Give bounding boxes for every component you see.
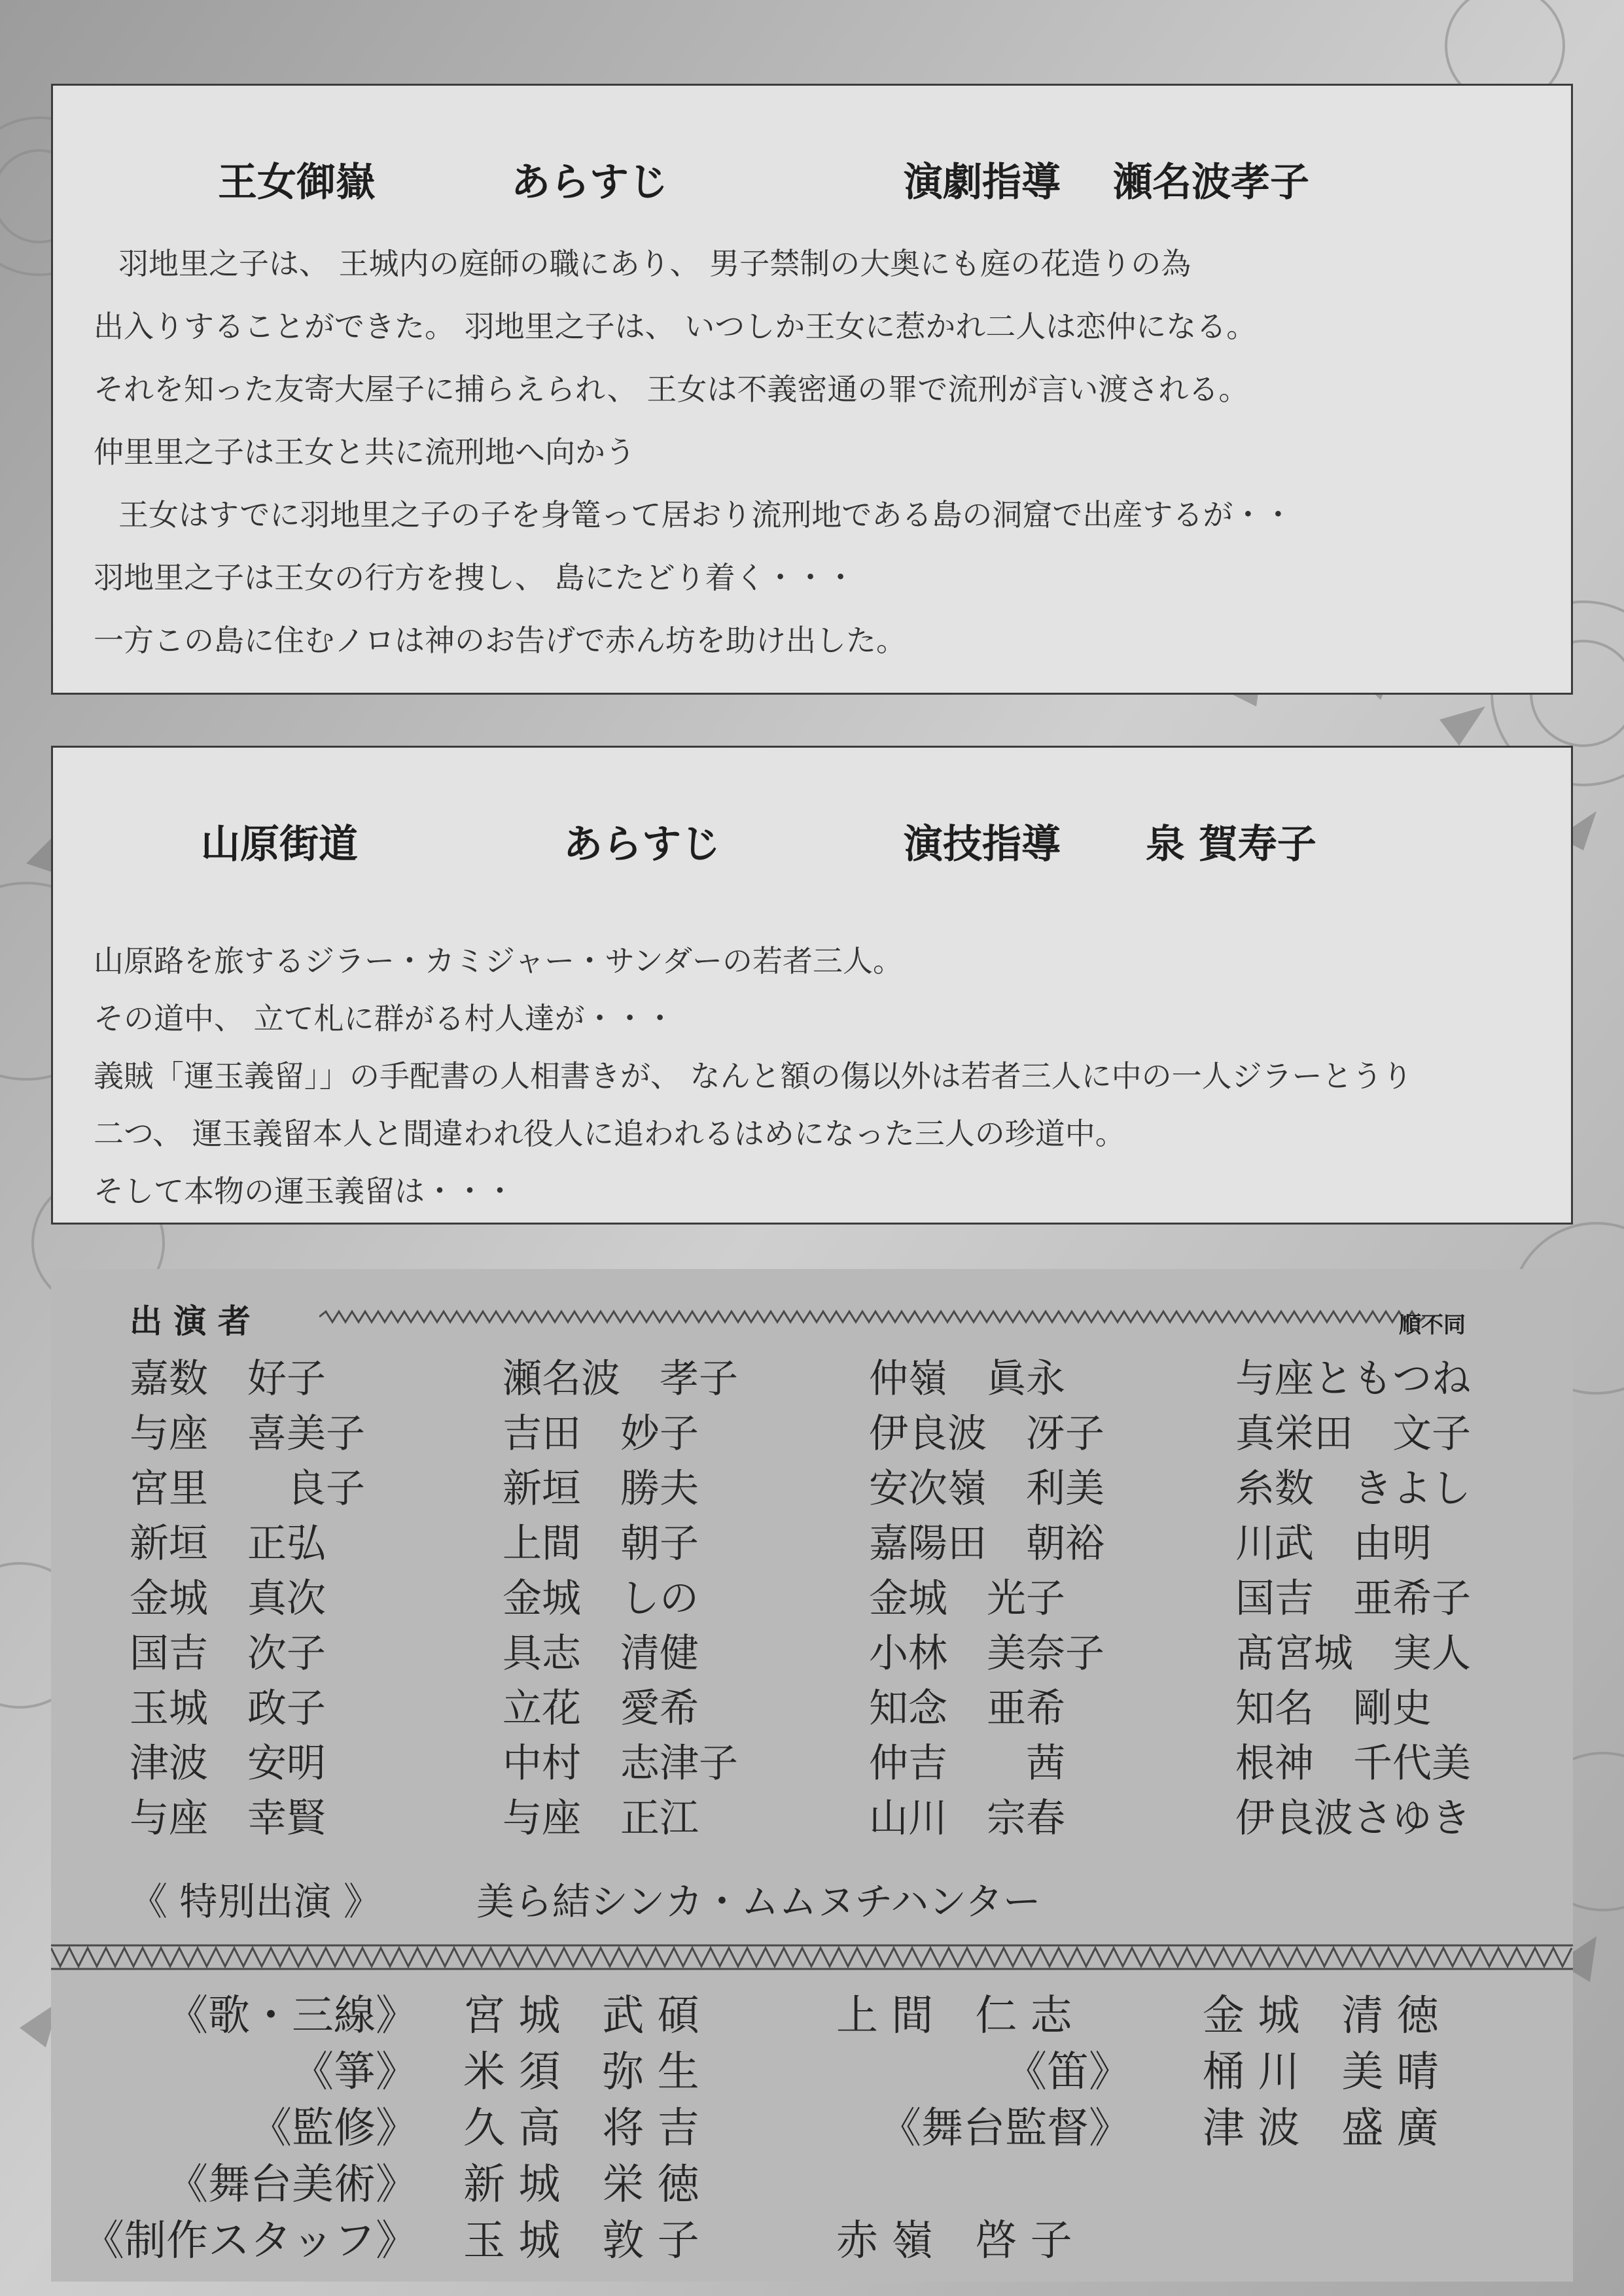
cast-member-name: 嘉陽田 朝裕 — [869, 1521, 1104, 1567]
cast-member-name: 国吉 次子 — [130, 1631, 326, 1677]
cast-member-name: 知念 亜希 — [869, 1686, 1065, 1731]
cast-member-name: 瀬名波 孝子 — [503, 1356, 738, 1402]
staff-role-label: 《舞台美術》 — [166, 2161, 417, 2209]
cast-member-name: 知名 剛史 — [1235, 1686, 1432, 1731]
staff-name: 宮 城 武 碩 — [463, 1992, 699, 2040]
synopsis-line: 二つ、 運玉義留本人と間違われ役人に追われるはめになった三人の珍道中。 — [94, 1116, 1125, 1151]
staff-name: 久 高 将 吉 — [463, 2104, 699, 2153]
cast-member-name: 伊良波 冴子 — [869, 1411, 1104, 1457]
synopsis-line: 一方この島に住むノロは神のお告げで赤ん坊を助け出した。 — [94, 623, 906, 658]
staff-role-label: 《箏》 — [292, 2048, 417, 2096]
cast-member-name: 仲吉 茜 — [869, 1741, 1065, 1786]
cast-member-name: 中村 志津子 — [503, 1741, 738, 1786]
synopsis-box-ojo-utaki — [51, 84, 1573, 695]
cast-member-name: 与座 喜美子 — [130, 1411, 365, 1457]
cast-member-name: 立花 愛希 — [503, 1686, 699, 1731]
staff-name: 赤 嶺 啓 子 — [836, 2217, 1072, 2265]
synopsis-line: 仲里里之子は王女と共に流刑地へ向かう — [94, 434, 635, 470]
cast-member-name: 上間 朝子 — [503, 1521, 699, 1567]
play-title: 山原街道 — [201, 822, 358, 867]
cast-member-name: 与座 正江 — [503, 1796, 699, 1841]
synopsis-line: それを知った友寄大屋子に捕らえられ、 王女は不義密通の罪で流刑が言い渡される。 — [94, 372, 1249, 407]
cast-heading: 出 演 者 — [130, 1302, 251, 1340]
order-note: 順不同 — [1399, 1312, 1466, 1338]
staff-name: 桶 川 美 晴 — [1203, 2048, 1439, 2096]
cast-member-name: 宮里 良子 — [130, 1466, 365, 1512]
synopsis-box-yanbaru-kaido — [51, 746, 1573, 1225]
cast-member-name: 金城 光子 — [869, 1576, 1065, 1622]
cast-member-name: 真栄田 文子 — [1235, 1411, 1471, 1457]
cast-member-name: 新垣 勝夫 — [503, 1466, 699, 1512]
cast-member-name: 津波 安明 — [130, 1741, 326, 1786]
staff-name: 上 間 仁 志 — [836, 1992, 1072, 2040]
cast-member-name: 金城 しの — [503, 1576, 699, 1622]
synopsis-line: その道中、 立て札に群がる村人達が・・・ — [94, 1001, 675, 1036]
special-appearance-label: 《 特別出演 》 — [130, 1879, 381, 1924]
staff-name: 津 波 盛 廣 — [1203, 2104, 1439, 2153]
staff-role-label: 《歌・三線》 — [166, 1992, 417, 2040]
cast-panel — [51, 1269, 1573, 2282]
cast-member-name: 国吉 亜希子 — [1235, 1576, 1471, 1622]
staff-role-label: 《舞台監督》 — [879, 2104, 1131, 2153]
cast-member-name: 金城 真次 — [130, 1576, 326, 1622]
synopsis-heading: あらすじ — [511, 160, 668, 205]
director-name: 泉 賀寿子 — [1146, 822, 1316, 867]
staff-role-label: 《制作スタッフ》 — [82, 2217, 417, 2265]
cast-member-name: 具志 清健 — [503, 1631, 699, 1677]
cast-member-name: 玉城 政子 — [130, 1686, 326, 1731]
cast-member-name: 川武 由明 — [1235, 1521, 1432, 1567]
staff-name: 新 城 栄 徳 — [463, 2161, 699, 2209]
cast-member-name: 仲嶺 眞永 — [869, 1356, 1065, 1402]
director-name: 瀬名波孝子 — [1113, 160, 1309, 205]
cast-member-name: 吉田 妙子 — [503, 1411, 699, 1457]
staff-name: 米 須 弥 生 — [463, 2048, 699, 2096]
synopsis-line: 出入りすることができた。 羽地里之子は、 いつしか王女に惹かれ二人は恋仲になる。 — [94, 309, 1257, 344]
play-title: 王女御嶽 — [218, 160, 375, 205]
special-appearance-value: 美ら結シンカ・ムムヌチハンター — [476, 1879, 1041, 1924]
cast-member-name: 小林 美奈子 — [869, 1631, 1104, 1677]
cast-member-name: 伊良波さゆき — [1235, 1796, 1471, 1841]
cast-member-name: 山川 宗春 — [869, 1796, 1065, 1841]
staff-name: 玉 城 敦 子 — [463, 2217, 699, 2265]
synopsis-line: そして本物の運玉義留は・・・ — [94, 1174, 515, 1209]
synopsis-line: 山原路を旅するジラー・カミジャー・サンダーの若者三人。 — [94, 943, 903, 979]
synopsis-heading: あらすじ — [563, 822, 720, 867]
cast-member-name: 安次嶺 利美 — [869, 1466, 1104, 1512]
synopsis-line: 羽地里之子は王女の行方を捜し、 島にたどり着く・・・ — [94, 560, 856, 595]
synopsis-line: 王女はすでに羽地里之子の子を身篭って居おり流刑地である島の洞窟で出産するが・・ — [118, 497, 1294, 532]
director-role: 演劇指導 — [904, 160, 1061, 205]
synopsis-line: 羽地里之子は、 王城内の庭師の職にあり、 男子禁制の大奥にも庭の花造りの為 — [118, 246, 1192, 281]
staff-role-label: 《監修》 — [250, 2104, 417, 2153]
cast-member-name: 新垣 正弘 — [130, 1521, 326, 1567]
cast-member-name: 髙宮城 実人 — [1235, 1631, 1471, 1677]
director-role: 演技指導 — [904, 822, 1061, 867]
staff-name: 金 城 清 徳 — [1203, 1992, 1439, 2040]
staff-role-label: 《笛》 — [1005, 2048, 1131, 2096]
cast-member-name: 糸数 きよし — [1235, 1466, 1471, 1512]
cast-member-name: 与座 幸賢 — [130, 1796, 326, 1841]
synopsis-line: 義賊「運玉義留」」の手配書の人相書きが、 なんと額の傷以外は若者三人に中の一人ジラーとうり — [94, 1058, 1413, 1094]
zigzag-rule — [319, 1310, 1425, 1324]
cast-member-name: 与座ともつね — [1235, 1356, 1471, 1402]
double-zigzag-rule — [51, 1943, 1573, 1972]
cast-member-name: 嘉数 好子 — [130, 1356, 326, 1402]
cast-member-name: 根神 千代美 — [1235, 1741, 1471, 1786]
